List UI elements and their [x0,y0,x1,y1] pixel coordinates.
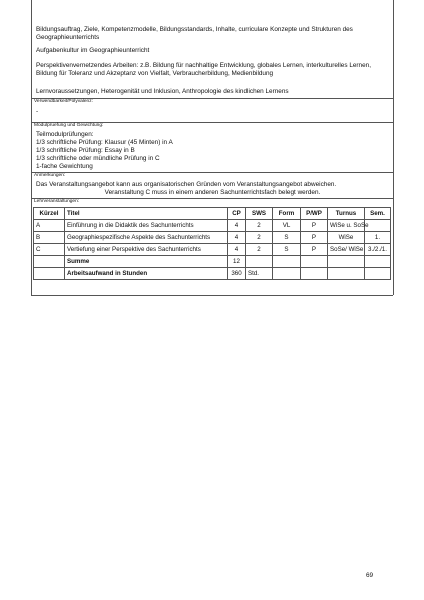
page-number: 69 [366,572,374,579]
cell-sws: 2 [246,232,273,244]
exam-line: 1/3 schriftliche Prüfung: Klausur (45 Minten) in A [36,139,173,146]
column-header: SWS [246,208,273,220]
column-header: P/WP [301,208,328,220]
cell-cp: 4 [228,244,246,256]
cell-empty [328,268,365,280]
arbeitsaufwand-label: Arbeitsaufwand in Stunden [65,268,228,280]
note-line: Veranstaltung C muss in einem anderen Sachunterrichtsfach belegt werden. [104,189,321,196]
cell-form: VL [273,220,301,232]
content-paragraph: Bildungsauftrag, Ziele, Kompetenzmodelle, Bildungsstandards, Inhalte, curriculare Konzepte und Strukturen des Geographieunterrichts [36,26,353,41]
section-label: Modulpruefung und Gewichtung: [34,123,104,128]
cell-pwp: P [301,244,328,256]
section-label: Verwendbarkeit/Polyvalenz: [34,99,93,104]
cell-cp: 4 [228,232,246,244]
content-paragraph: Aufgabenkultur im Geographieunterricht [36,47,150,54]
column-header: Sem. [365,208,391,220]
cell-empty [34,256,65,268]
summe-label: Summe [65,256,228,268]
cell-empty [365,256,391,268]
cell-kuerzel: C [34,244,65,256]
summe-row [34,256,391,268]
column-header: Kürzel [34,208,65,220]
cell-sem: 1. [365,232,391,244]
table-header-row [34,208,391,220]
cell-empty [246,256,273,268]
cell-titel: Vertiefung einer Perspektive des Sachunterrichts [65,244,228,256]
cell-empty [34,268,65,280]
cell-kuerzel: A [34,220,65,232]
content-section [31,0,394,98]
content-paragraph: Lernvoraussetzungen, Heterogenität und Inklusion, Anthropologie des kindlichen Lernens [36,88,289,95]
cell-sws: 2 [246,244,273,256]
arbeitsaufwand-cp: 360 [228,268,246,280]
table-row [34,220,391,232]
column-header: Turnus [328,208,365,220]
cell-pwp: P [301,232,328,244]
cell-empty [328,256,365,268]
modulpruefung-section [31,122,394,172]
cell-empty [301,256,328,268]
cell-form: S [273,244,301,256]
summe-cp: 12 [228,256,246,268]
table-row [34,244,391,256]
section-label: Lehrveranstaltungen: [34,199,80,204]
note-line: Das Veranstaltungsangebot kann aus organisatorischen Gründen vom Veranstaltungsangebot abweichen. [36,181,337,188]
cell-pwp: P [301,220,328,232]
arbeitsaufwand-unit: Std. [246,268,273,280]
cell-titel: Einführung in die Didaktik des Sachunterrichts [65,220,228,232]
cell-empty [301,268,328,280]
cell-cp: 4 [228,220,246,232]
cell-empty [273,268,301,280]
exam-line: 1-fache Gewichtung [36,163,93,170]
anmerkungen-section [31,172,394,198]
exam-line: 1/3 schriftliche Prüfung: Essay in B [36,147,135,154]
section-value: - [36,108,39,115]
arbeitsaufwand-row [34,268,391,280]
exam-line: Teilmodulprüfungen: [36,131,94,138]
cell-kuerzel: B [34,232,65,244]
cell-titel: Geographiespezifische Aspekte des Sachunterrichts [65,232,228,244]
section-label: Anmerkungen: [34,173,66,178]
divider [31,295,393,296]
cell-empty [273,256,301,268]
cell-sem: 3./2./1. [365,244,391,256]
content-paragraph: Perspektivenvernetzendes Arbeiten: z.B. Bildung für nachhaltige Entwicklung, globales Lernen, interkulturelles Lernen, Bildung für Toleranz und Akzeptanz von Vielfalt, Verbraucherbildung, Medienbildung [36,62,371,77]
cell-turnus: WiSe u. SoSe [328,220,365,232]
table-row [34,232,391,244]
cell-turnus: SoSe/ WiSe [328,244,365,256]
cell-sws: 2 [246,220,273,232]
exam-line: 1/3 schriftliche oder mündliche Prüfung in C [36,155,160,162]
cell-empty [365,268,391,280]
cell-turnus: WiSe [328,232,365,244]
column-header: Titel [65,208,228,220]
course-table [33,207,391,280]
column-header: CP [228,208,246,220]
cell-form: S [273,232,301,244]
verwendbarkeit-section [31,98,394,122]
column-header: Form [273,208,301,220]
